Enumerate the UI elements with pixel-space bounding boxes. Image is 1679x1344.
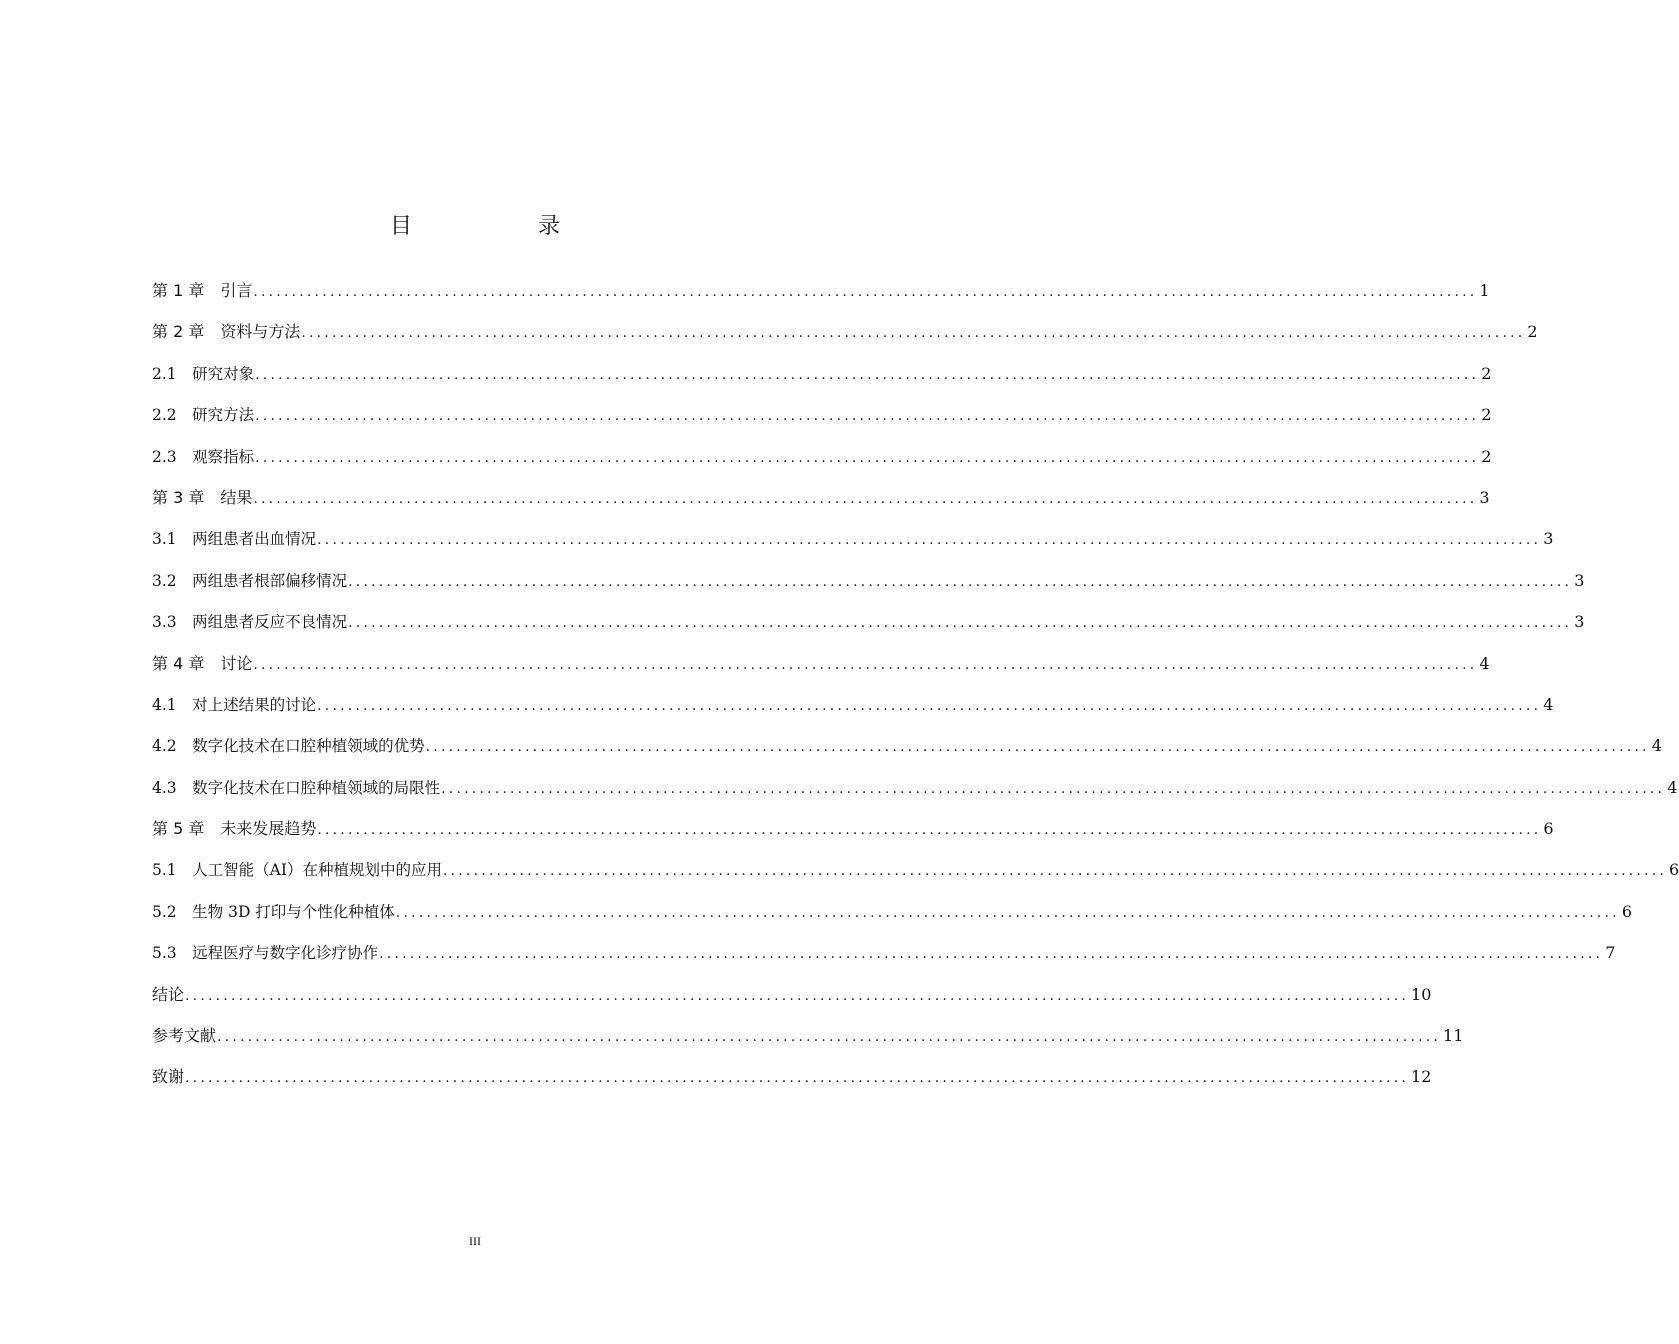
toc-entry[interactable] <box>152 518 1554 559</box>
toc-entry-page-number: 4 <box>1479 653 1490 673</box>
footer-page-number: III <box>469 1234 481 1248</box>
toc-entry-label: 2.1 研究对象 <box>152 364 255 383</box>
toc-entry-label: 第 2 章 资料与方法 <box>152 322 301 342</box>
toc-entry-label: 第 1 章 引言 <box>152 281 253 300</box>
dot-leader: ................................................................................................................................................................ <box>379 946 1604 963</box>
toc-entry[interactable] <box>152 270 1490 311</box>
toc-entry[interactable] <box>152 725 1662 766</box>
toc-entry[interactable] <box>152 560 1585 601</box>
toc-entry[interactable] <box>152 477 1490 518</box>
toc-entry[interactable] <box>152 1056 1432 1097</box>
toc-entry-page-number: 2 <box>1481 446 1492 466</box>
toc-entry-label: 3.1 两组患者出血情况 <box>152 530 317 549</box>
toc-entry-label: 4.1 对上述结果的讨论 <box>152 695 317 714</box>
toc-entry-label: 2.2 研究方法 <box>152 406 255 425</box>
dot-leader: ................................................................................................................................................................ <box>253 490 1478 507</box>
toc-entry[interactable] <box>152 1015 1464 1056</box>
toc-entry-label: 5.2 生物 3D 打印与个性化种植体 <box>152 902 395 921</box>
dot-leader: ................................................................................................................................................................ <box>348 615 1573 632</box>
toc-entry-page-number: 2 <box>1527 322 1538 342</box>
toc-entry-page-number: 12 <box>1411 1067 1432 1087</box>
dot-leader: ................................................................................................................................................................ <box>255 449 1480 466</box>
toc-entry-page-number: 4 <box>1651 736 1662 756</box>
toc-entry-page-number: 7 <box>1605 943 1616 963</box>
dot-leader: ................................................................................................................................................................ <box>217 1029 1442 1046</box>
toc-entry-page-number: 2 <box>1481 405 1492 425</box>
toc-entry-label: 4.2 数字化技术在口腔种植领域的优势 <box>152 737 425 756</box>
dot-leader: ................................................................................................................................................................ <box>425 739 1650 756</box>
toc-entry-label: 结论 <box>152 984 185 1004</box>
dot-leader: ................................................................................................................................................................ <box>442 863 1667 880</box>
toc-entry-label: 4.3 数字化技术在口腔种植领域的局限性 <box>152 778 441 797</box>
toc-entry-page-number: 10 <box>1411 984 1432 1004</box>
toc-entry-label: 2.3 观察指标 <box>152 447 255 466</box>
toc-entry-page-number: 2 <box>1481 363 1492 383</box>
toc-entry-label: 3.2 两组患者根部偏移情况 <box>152 571 348 590</box>
dot-leader: ................................................................................................................................................................ <box>253 284 1478 300</box>
toc-entry-page-number: 3 <box>1543 529 1554 549</box>
toc-entry[interactable] <box>152 684 1554 725</box>
dot-leader: ................................................................................................................................................................ <box>317 822 1542 839</box>
toc-entry-page-number: 4 <box>1667 777 1678 797</box>
dot-leader: ................................................................................................................................................................ <box>395 904 1620 921</box>
toc-entry-label: 5.1 人工智能（AI）在种植规划中的应用 <box>152 861 442 880</box>
toc-entry-label: 第 5 章 未来发展趋势 <box>152 819 317 839</box>
toc-entry[interactable] <box>152 849 1679 890</box>
dot-leader: ................................................................................................................................................................ <box>185 987 1410 1004</box>
toc-entry[interactable] <box>152 932 1616 973</box>
dot-leader: ................................................................................................................................................................ <box>441 780 1666 797</box>
toc-entry[interactable] <box>152 353 1492 394</box>
toc-entry-page-number: 3 <box>1574 612 1585 632</box>
toc-entry-label: 5.3 远程医疗与数字化诊疗协作 <box>152 944 379 963</box>
toc-entry-page-number: 6 <box>1543 819 1554 839</box>
toc-title: 目 录 <box>389 214 612 239</box>
toc-entry[interactable] <box>152 311 1538 352</box>
dot-leader: ................................................................................................................................................................ <box>253 656 1478 673</box>
toc-entry-page-number: 11 <box>1443 1026 1464 1046</box>
dot-leader: ................................................................................................................................................................ <box>255 366 1480 383</box>
toc-entry[interactable] <box>152 767 1678 808</box>
dot-leader: ................................................................................................................................................................ <box>301 325 1526 342</box>
toc-entry[interactable] <box>152 808 1554 849</box>
toc-entry-label: 第 4 章 讨论 <box>152 653 253 673</box>
toc-entry-label: 第 3 章 结果 <box>152 487 253 507</box>
table-of-contents <box>152 270 1679 1098</box>
toc-entry-page-number: 3 <box>1574 570 1585 590</box>
dot-leader: ................................................................................................................................................................ <box>185 1070 1410 1087</box>
dot-leader: ................................................................................................................................................................ <box>255 408 1480 425</box>
toc-entry-page-number: 1 <box>1479 281 1490 300</box>
toc-entry[interactable] <box>152 891 1633 932</box>
toc-entry-label: 致谢 <box>152 1067 185 1087</box>
dot-leader: ................................................................................................................................................................ <box>348 573 1573 590</box>
toc-entry[interactable] <box>152 394 1492 435</box>
toc-entry[interactable] <box>152 974 1432 1015</box>
toc-entry-page-number: 6 <box>1621 901 1633 921</box>
toc-entry[interactable] <box>152 601 1585 642</box>
toc-entry-page-number: 6 <box>1669 860 1679 880</box>
toc-entry-label: 3.3 两组患者反应不良情况 <box>152 613 348 632</box>
dot-leader: ................................................................................................................................................................ <box>317 532 1542 549</box>
toc-entry-page-number: 3 <box>1479 487 1490 507</box>
toc-entry[interactable] <box>152 436 1492 477</box>
toc-entry-page-number: 4 <box>1543 694 1554 714</box>
toc-entry-label: 参考文献 <box>152 1026 217 1046</box>
toc-entry[interactable] <box>152 643 1490 684</box>
dot-leader: ................................................................................................................................................................ <box>317 697 1542 714</box>
